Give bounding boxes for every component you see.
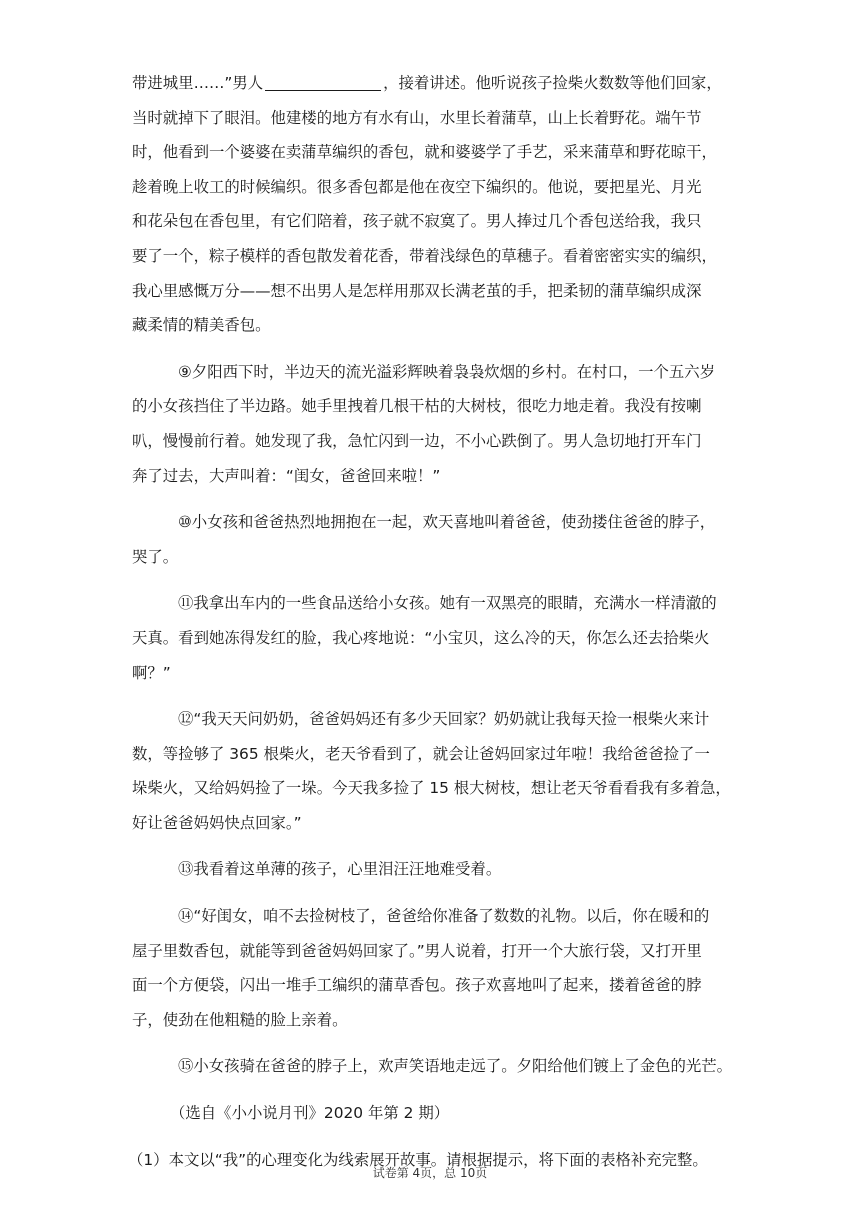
text-line: ⑩小女孩和爸爸热烈地拥抱在一起，欢天喜地叫着爸爸，使劲搂住爸爸的脖子， xyxy=(178,513,716,532)
text-line: 的小女孩挡住了半边路。她手里拽着几根干枯的大树枝，很吃力地走着。我没有按喇 xyxy=(132,397,702,416)
text-line: 啊？” xyxy=(132,663,171,682)
source-citation xyxy=(132,1096,742,1131)
paragraph-11 xyxy=(132,586,742,690)
text-fragment: ，接着讲述。他听说孩子捡柴火数数等他们回家， xyxy=(383,74,722,92)
paragraph-10 xyxy=(132,505,742,574)
page-footer: 试卷第 4页，总 10页 xyxy=(372,1166,488,1180)
paragraph-12 xyxy=(132,702,742,840)
fill-in-blank[interactable] xyxy=(265,74,381,91)
paragraph-9 xyxy=(132,355,742,493)
paragraph-13 xyxy=(132,852,742,887)
text-line: ⑮小女孩骑在爸爸的脖子上，欢声笑语地走远了。夕阳给他们镀上了金色的光芒。 xyxy=(178,1057,733,1076)
text-line: 数，等捡够了 365 根柴火，老天爷看到了，就会让爸妈回家过年啦！我给爸爸捡了一 xyxy=(132,744,710,763)
text-line: 藏柔情的精美香包。 xyxy=(132,316,271,335)
text-line: 子，使劲在他粗糙的脸上亲着。 xyxy=(132,1010,348,1029)
text-line: 我心里感慨万分——想不出男人是怎样用那双长满老茧的手，把柔韧的蒲草编织成深 xyxy=(132,281,702,300)
text-line: 好让爸爸妈妈快点回家。” xyxy=(132,813,302,832)
paragraph-8 xyxy=(132,66,742,343)
text-fragment: 带进城里……”男人 xyxy=(132,74,264,92)
text-line: ⑬我看着这单薄的孩子，心里泪汪汪地难受着。 xyxy=(178,860,502,879)
text-line: 趁着晚上收工的时候编织。很多香包都是他在夜空下编织的。他说，要把星光、月光 xyxy=(132,177,702,196)
text-line: 天真。看到她冻得发红的脸，我心疼地说：“小宝贝，这么冷的天，你怎么还去拾柴火 xyxy=(132,628,710,647)
text-line: 哭了。 xyxy=(132,547,179,566)
text-line: 时，他看到一个婆婆在卖蒲草编织的香包，就和婆婆学了手艺，采来蒲草和野花晾干， xyxy=(132,143,717,162)
text-line: ⑭“好闺女，咱不去捡树枝了，爸爸给你准备了数数的礼物。以后，你在暖和的 xyxy=(178,907,710,926)
paragraph-14 xyxy=(132,899,742,1037)
paragraph-15 xyxy=(132,1049,742,1084)
text-line: 和花朵包在香包里，有它们陪着，孩子就不寂寞了。男人捧过几个香包送给我，我只 xyxy=(132,212,702,231)
text-line: ⑨夕阳西下时，半边天的流光溢彩辉映着袅袅炊烟的乡村。在村口，一个五六岁 xyxy=(178,362,716,381)
story-text xyxy=(128,66,742,1177)
text-line: 要了一个，粽子模样的香包散发着花香，带着浅绿色的草穗子。看着密密实实的编织， xyxy=(132,246,717,265)
source-text: （选自《小小说月刊》2020 年第 2 期） xyxy=(170,1104,450,1123)
text-line: 垛柴火，又给妈妈捡了一垛。今天我多捡了 15 根大树枝，想让老天爷看看我有多着急， xyxy=(132,779,731,798)
text-line: 叭，慢慢前行着。她发现了我，急忙闪到一边，不小心跌倒了。男人急切地打开车门 xyxy=(132,431,702,450)
question-text: （1）本文以“我”的心理变化为线索展开故事。请根据提示，将下面的表格补充完整。 xyxy=(128,1150,708,1169)
text-line: 当时就掉下了眼泪。他建楼的地方有水有山，水里长着蒲草，山上长着野花。端午节 xyxy=(132,108,702,127)
text-line: 屋子里数香包，就能等到爸爸妈妈回家了。”男人说着，打开一个大旅行袋，又打开里 xyxy=(132,941,702,960)
text-line: 面一个方便袋，闪出一堆手工编织的蒲草香包。孩子欢喜地叫了起来，搂着爸爸的脖 xyxy=(132,976,702,995)
text-line: ⑫“我天天问奶奶，爸爸妈妈还有多少天回家？奶奶就让我每天捡一根柴火来计 xyxy=(178,710,710,729)
text-line: 奔了过去，大声叫着：“闺女，爸爸回来啦！” xyxy=(132,466,441,485)
text-line: ⑪我拿出车内的一些食品送给小女孩。她有一双黑亮的眼睛，充满水一样清澈的 xyxy=(178,594,717,613)
